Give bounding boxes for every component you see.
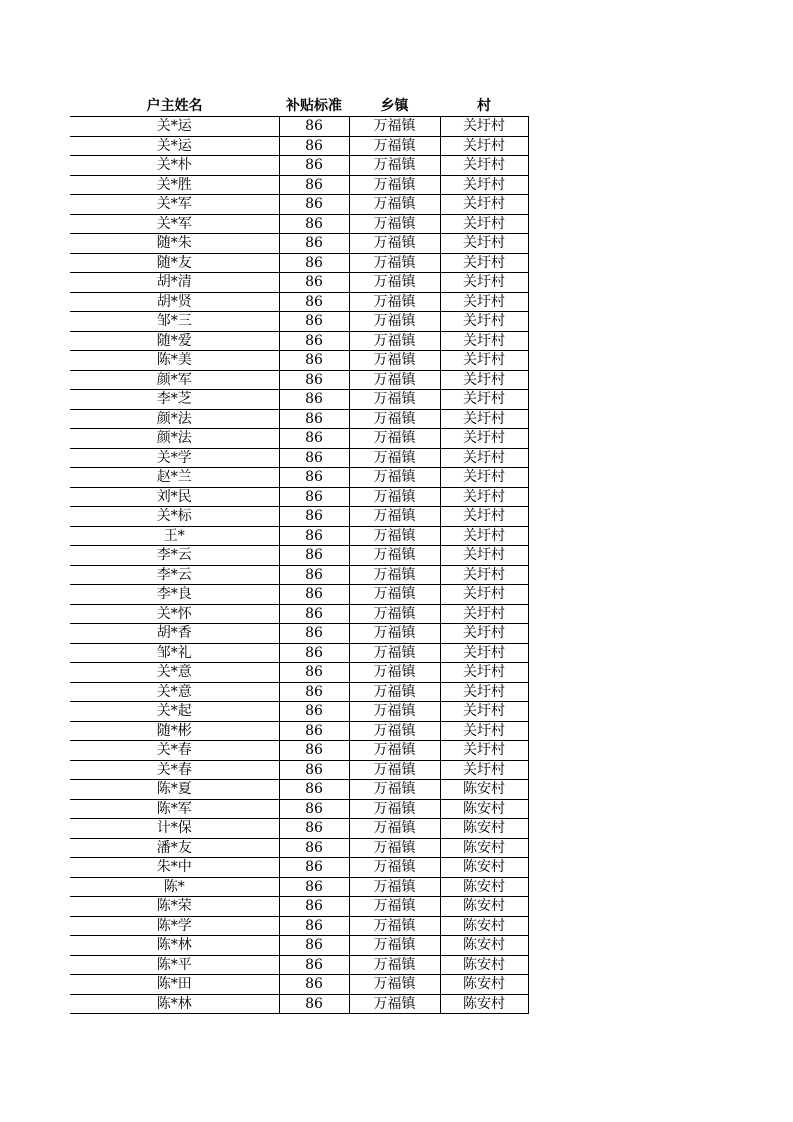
cell-standard: 86 [279, 487, 349, 507]
cell-standard: 86 [279, 234, 349, 254]
cell-name: 邹*礼 [70, 643, 279, 663]
cell-town: 万福镇 [349, 487, 440, 507]
cell-village: 关圩村 [440, 409, 528, 429]
cell-village: 陈安村 [440, 916, 528, 936]
table-row [70, 370, 528, 390]
cell-village: 陈安村 [440, 994, 528, 1014]
cell-village: 关圩村 [440, 156, 528, 176]
cell-town: 万福镇 [349, 897, 440, 917]
cell-name: 陈*林 [70, 994, 279, 1014]
cell-town: 万福镇 [349, 955, 440, 975]
table-row [70, 214, 528, 234]
cell-standard: 86 [279, 721, 349, 741]
cell-town: 万福镇 [349, 390, 440, 410]
table-row [70, 273, 528, 293]
cell-town: 万福镇 [349, 429, 440, 449]
table-row [70, 702, 528, 722]
cell-town: 万福镇 [349, 975, 440, 995]
table-row [70, 448, 528, 468]
cell-standard: 86 [279, 468, 349, 488]
cell-town: 万福镇 [349, 195, 440, 215]
cell-village: 关圩村 [440, 253, 528, 273]
cell-standard: 86 [279, 253, 349, 273]
cell-name: 计*保 [70, 819, 279, 839]
cell-town: 万福镇 [349, 994, 440, 1014]
cell-standard: 86 [279, 156, 349, 176]
cell-standard: 86 [279, 799, 349, 819]
cell-standard: 86 [279, 195, 349, 215]
cell-town: 万福镇 [349, 507, 440, 527]
cell-standard: 86 [279, 955, 349, 975]
cell-village: 关圩村 [440, 370, 528, 390]
table-row [70, 936, 528, 956]
cell-standard: 86 [279, 994, 349, 1014]
table-row [70, 351, 528, 371]
table-row [70, 741, 528, 761]
table-row [70, 897, 528, 917]
table-row [70, 195, 528, 215]
cell-village: 关圩村 [440, 429, 528, 449]
header-standard: 补贴标准 [286, 98, 342, 114]
cell-village: 陈安村 [440, 897, 528, 917]
table-row [70, 526, 528, 546]
cell-standard: 86 [279, 565, 349, 585]
cell-name: 关*意 [70, 663, 279, 683]
cell-standard: 86 [279, 975, 349, 995]
cell-name: 关*意 [70, 682, 279, 702]
table-row [70, 838, 528, 858]
cell-standard: 86 [279, 273, 349, 293]
subsidy-sheet [70, 97, 528, 1014]
cell-name: 朱*中 [70, 858, 279, 878]
cell-name: 陈* [70, 877, 279, 897]
table-row [70, 994, 528, 1014]
cell-name: 胡*清 [70, 273, 279, 293]
cell-name: 邹*三 [70, 312, 279, 332]
cell-town: 万福镇 [349, 156, 440, 176]
cell-standard: 86 [279, 897, 349, 917]
table-row [70, 565, 528, 585]
cell-standard: 86 [279, 390, 349, 410]
cell-standard: 86 [279, 858, 349, 878]
cell-standard: 86 [279, 117, 349, 137]
cell-standard: 86 [279, 429, 349, 449]
table-row [70, 312, 528, 332]
cell-name: 胡*香 [70, 624, 279, 644]
cell-town: 万福镇 [349, 117, 440, 137]
cell-standard: 86 [279, 819, 349, 839]
cell-town: 万福镇 [349, 292, 440, 312]
cell-standard: 86 [279, 214, 349, 234]
table-row [70, 487, 528, 507]
table-row [70, 175, 528, 195]
cell-town: 万福镇 [349, 468, 440, 488]
cell-name: 颜*法 [70, 429, 279, 449]
table-row [70, 331, 528, 351]
table-row [70, 663, 528, 683]
cell-name: 陈*平 [70, 955, 279, 975]
table-row [70, 234, 528, 254]
cell-standard: 86 [279, 585, 349, 605]
cell-town: 万福镇 [349, 136, 440, 156]
cell-name: 李*芝 [70, 390, 279, 410]
cell-standard: 86 [279, 877, 349, 897]
cell-village: 关圩村 [440, 351, 528, 371]
table-row [70, 429, 528, 449]
table-row [70, 975, 528, 995]
cell-village: 陈安村 [440, 858, 528, 878]
cell-name: 颜*法 [70, 409, 279, 429]
cell-name: 颜*军 [70, 370, 279, 390]
table-row [70, 682, 528, 702]
cell-village: 关圩村 [440, 741, 528, 761]
table-row [70, 643, 528, 663]
cell-village: 关圩村 [440, 468, 528, 488]
cell-standard: 86 [279, 370, 349, 390]
table-row [70, 507, 528, 527]
cell-village: 关圩村 [440, 448, 528, 468]
cell-village: 陈安村 [440, 955, 528, 975]
cell-name: 刘*民 [70, 487, 279, 507]
cell-village: 陈安村 [440, 975, 528, 995]
cell-standard: 86 [279, 351, 349, 371]
cell-standard: 86 [279, 916, 349, 936]
cell-standard: 86 [279, 780, 349, 800]
cell-standard: 86 [279, 331, 349, 351]
cell-name: 赵*兰 [70, 468, 279, 488]
cell-town: 万福镇 [349, 175, 440, 195]
cell-standard: 86 [279, 604, 349, 624]
cell-name: 关*春 [70, 760, 279, 780]
cell-name: 随*彬 [70, 721, 279, 741]
table-row [70, 156, 528, 176]
cell-town: 万福镇 [349, 312, 440, 332]
cell-village: 关圩村 [440, 721, 528, 741]
cell-name: 李*良 [70, 585, 279, 605]
cell-village: 关圩村 [440, 604, 528, 624]
cell-town: 万福镇 [349, 604, 440, 624]
cell-standard: 86 [279, 702, 349, 722]
table-row [70, 292, 528, 312]
table-row [70, 117, 528, 137]
cell-village: 关圩村 [440, 390, 528, 410]
cell-town: 万福镇 [349, 819, 440, 839]
cell-standard: 86 [279, 175, 349, 195]
cell-name: 关*朴 [70, 156, 279, 176]
cell-village: 关圩村 [440, 546, 528, 566]
header-village: 村 [477, 98, 491, 114]
cell-name: 李*云 [70, 565, 279, 585]
cell-town: 万福镇 [349, 721, 440, 741]
cell-town: 万福镇 [349, 663, 440, 683]
cell-name: 关*春 [70, 741, 279, 761]
cell-name: 王* [70, 526, 279, 546]
table-row [70, 468, 528, 488]
cell-town: 万福镇 [349, 643, 440, 663]
cell-name: 关*怀 [70, 604, 279, 624]
cell-standard: 86 [279, 741, 349, 761]
cell-name: 胡*贤 [70, 292, 279, 312]
cell-standard: 86 [279, 312, 349, 332]
cell-name: 陈*夏 [70, 780, 279, 800]
cell-village: 关圩村 [440, 507, 528, 527]
cell-name: 关*军 [70, 214, 279, 234]
header-name: 户主姓名 [146, 98, 203, 114]
cell-town: 万福镇 [349, 624, 440, 644]
cell-standard: 86 [279, 507, 349, 527]
cell-town: 万福镇 [349, 234, 440, 254]
cell-standard: 86 [279, 136, 349, 156]
cell-town: 万福镇 [349, 760, 440, 780]
cell-village: 关圩村 [440, 234, 528, 254]
cell-name: 关*胜 [70, 175, 279, 195]
cell-standard: 86 [279, 448, 349, 468]
data-table [70, 116, 529, 1014]
table-row [70, 799, 528, 819]
cell-name: 关*学 [70, 448, 279, 468]
cell-name: 陈*军 [70, 799, 279, 819]
cell-village: 陈安村 [440, 838, 528, 858]
header-town: 乡镇 [380, 98, 409, 114]
cell-village: 关圩村 [440, 331, 528, 351]
cell-town: 万福镇 [349, 526, 440, 546]
cell-name: 潘*友 [70, 838, 279, 858]
cell-town: 万福镇 [349, 838, 440, 858]
cell-village: 陈安村 [440, 877, 528, 897]
cell-town: 万福镇 [349, 448, 440, 468]
cell-town: 万福镇 [349, 351, 440, 371]
cell-village: 关圩村 [440, 702, 528, 722]
table-row [70, 585, 528, 605]
cell-village: 关圩村 [440, 117, 528, 137]
cell-village: 陈安村 [440, 819, 528, 839]
cell-town: 万福镇 [349, 780, 440, 800]
cell-name: 李*云 [70, 546, 279, 566]
cell-village: 关圩村 [440, 214, 528, 234]
cell-town: 万福镇 [349, 702, 440, 722]
cell-village: 陈安村 [440, 936, 528, 956]
cell-village: 关圩村 [440, 585, 528, 605]
cell-name: 陈*田 [70, 975, 279, 995]
cell-village: 关圩村 [440, 312, 528, 332]
table-row [70, 955, 528, 975]
table-row [70, 390, 528, 410]
table-row [70, 546, 528, 566]
cell-village: 关圩村 [440, 663, 528, 683]
cell-name: 随*朱 [70, 234, 279, 254]
cell-village: 关圩村 [440, 292, 528, 312]
cell-town: 万福镇 [349, 877, 440, 897]
cell-town: 万福镇 [349, 585, 440, 605]
table-row [70, 253, 528, 273]
cell-standard: 86 [279, 292, 349, 312]
cell-village: 关圩村 [440, 643, 528, 663]
cell-name: 关*运 [70, 136, 279, 156]
cell-town: 万福镇 [349, 741, 440, 761]
table-row [70, 760, 528, 780]
cell-village: 关圩村 [440, 273, 528, 293]
cell-town: 万福镇 [349, 916, 440, 936]
cell-name: 随*爱 [70, 331, 279, 351]
cell-name: 关*军 [70, 195, 279, 215]
header-row [70, 97, 528, 116]
table-row [70, 721, 528, 741]
cell-village: 关圩村 [440, 195, 528, 215]
table-row [70, 780, 528, 800]
cell-name: 关*起 [70, 702, 279, 722]
cell-village: 关圩村 [440, 682, 528, 702]
cell-town: 万福镇 [349, 253, 440, 273]
cell-town: 万福镇 [349, 799, 440, 819]
cell-standard: 86 [279, 936, 349, 956]
cell-standard: 86 [279, 526, 349, 546]
cell-town: 万福镇 [349, 858, 440, 878]
cell-village: 陈安村 [440, 780, 528, 800]
cell-standard: 86 [279, 643, 349, 663]
cell-town: 万福镇 [349, 546, 440, 566]
cell-name: 陈*学 [70, 916, 279, 936]
table-row [70, 877, 528, 897]
table-row [70, 858, 528, 878]
cell-town: 万福镇 [349, 936, 440, 956]
table-row [70, 604, 528, 624]
table-row [70, 409, 528, 429]
cell-village: 关圩村 [440, 760, 528, 780]
cell-name: 关*标 [70, 507, 279, 527]
cell-standard: 86 [279, 760, 349, 780]
cell-village: 关圩村 [440, 526, 528, 546]
cell-standard: 86 [279, 546, 349, 566]
table-row [70, 819, 528, 839]
cell-town: 万福镇 [349, 565, 440, 585]
cell-name: 陈*林 [70, 936, 279, 956]
cell-village: 关圩村 [440, 136, 528, 156]
cell-town: 万福镇 [349, 331, 440, 351]
cell-village: 陈安村 [440, 799, 528, 819]
cell-town: 万福镇 [349, 214, 440, 234]
cell-standard: 86 [279, 682, 349, 702]
cell-village: 关圩村 [440, 624, 528, 644]
table-body [70, 117, 528, 1014]
cell-standard: 86 [279, 624, 349, 644]
table-row [70, 624, 528, 644]
cell-standard: 86 [279, 409, 349, 429]
cell-name: 随*友 [70, 253, 279, 273]
cell-name: 陈*荣 [70, 897, 279, 917]
cell-town: 万福镇 [349, 409, 440, 429]
cell-village: 关圩村 [440, 487, 528, 507]
cell-town: 万福镇 [349, 370, 440, 390]
cell-village: 关圩村 [440, 565, 528, 585]
cell-village: 关圩村 [440, 175, 528, 195]
table-row [70, 136, 528, 156]
table-row [70, 916, 528, 936]
cell-standard: 86 [279, 663, 349, 683]
cell-name: 陈*美 [70, 351, 279, 371]
cell-standard: 86 [279, 838, 349, 858]
cell-town: 万福镇 [349, 682, 440, 702]
cell-town: 万福镇 [349, 273, 440, 293]
cell-name: 关*运 [70, 117, 279, 137]
